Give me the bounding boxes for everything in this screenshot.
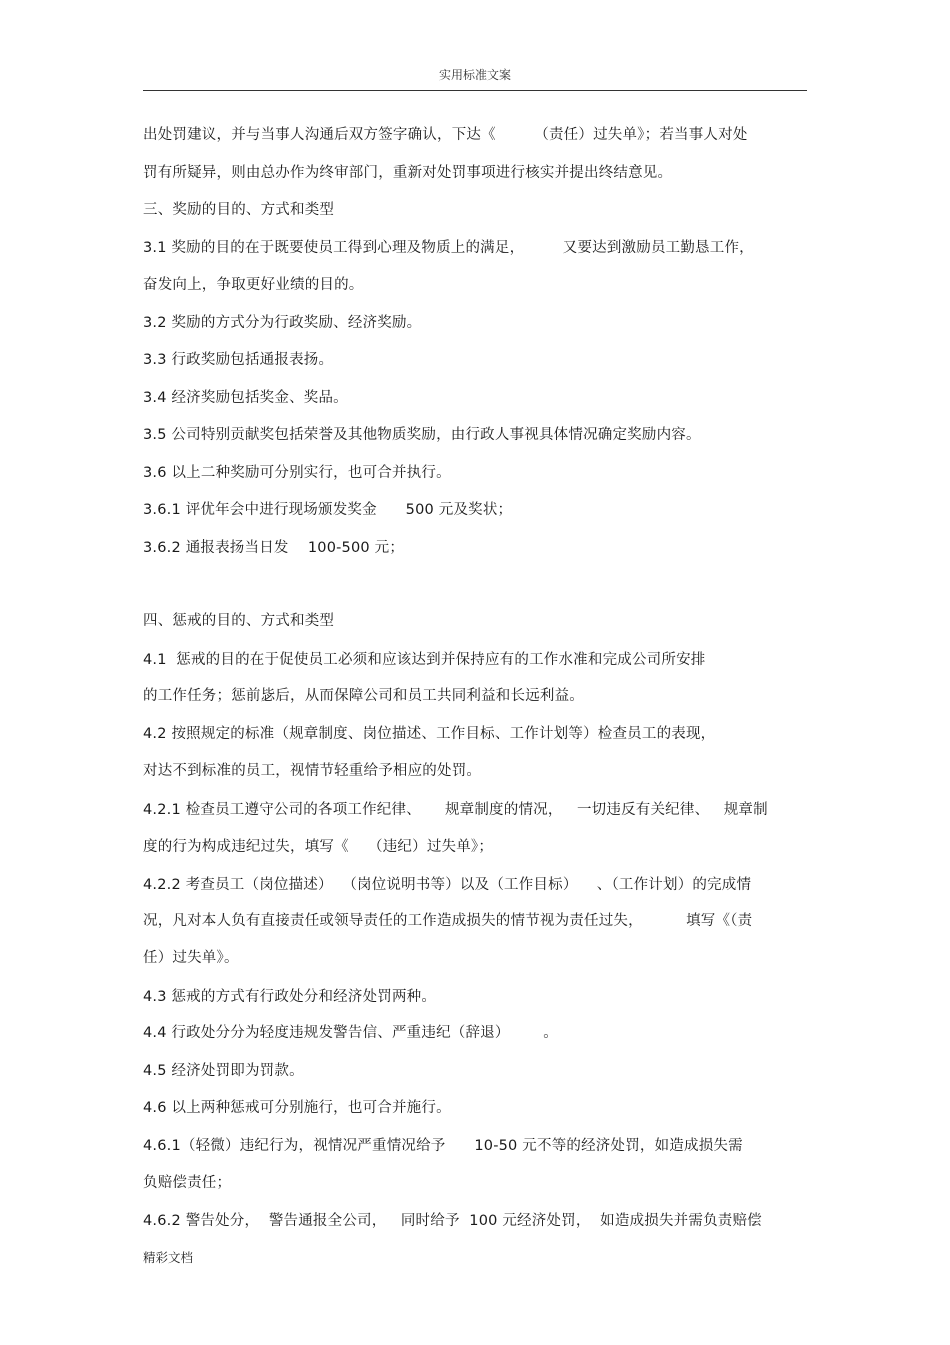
text-line: 的工作任务；惩前毖后，从而保障公司和员工共同利益和长远利益。	[143, 688, 584, 704]
text-line: 3.1 奖励的目的在于既要使员工得到心理及物质上的满足， 又要达到激励员工勤恳工作，	[143, 240, 754, 256]
text-line: 3.6 以上二种奖励可分别实行，也可合并执行。	[143, 465, 451, 481]
text-line: 出处罚建议，并与当事人沟通后双方签字确认，下达《 （责任）过失单》；若当事人对处	[143, 127, 748, 143]
text-line: 度的行为构成违纪过失，填写《 （违纪）过失单》；	[143, 839, 494, 855]
page-footer: 精彩文档	[143, 1250, 194, 1265]
page-header-title: 实用标准文案	[438, 68, 511, 82]
text-line: 4.2.2 考查员工（岗位描述） （岗位说明书等）以及（工作目标） 、（工作计划）的完成情	[143, 877, 752, 893]
text-line: 奋发向上，争取更好业绩的目的。	[143, 277, 364, 293]
text-line: 4.1 惩戒的目的在于促使员工必须和应该达到并保持应有的工作水准和完成公司所安排	[143, 652, 706, 668]
text-line: 4.6.2 警告处分， 警告通报全公司， 同时给予 100 元经济处罚， 如造成损失并需负责赔偿	[143, 1213, 762, 1229]
text-line: 4.4 行政处分分为轻度违规发警告信、严重违纪（辞退） 。	[143, 1025, 558, 1041]
text-line: 对达不到标准的员工，视情节轻重给予相应的处罚。	[143, 763, 482, 779]
text-line: 4.5 经济处罚即为罚款。	[143, 1063, 304, 1079]
text-line: 况，凡对本人负有直接责任或领导责任的工作造成损失的情节视为责任过失， 填写《（责	[143, 913, 753, 929]
text-line: 任）过失单》。	[143, 950, 239, 966]
text-line: 负赔偿责任；	[143, 1175, 232, 1191]
text-line: 3.3 行政奖励包括通报表扬。	[143, 352, 334, 368]
text-line: 3.6.1 评优年会中进行现场颁发奖金 500 元及奖状；	[143, 502, 513, 518]
text-line: 4.6 以上两种惩戒可分别施行，也可合并施行。	[143, 1100, 451, 1116]
text-line: 4.2 按照规定的标准（规章制度、岗位描述、工作目标、工作计划等）检查员工的表现，	[143, 726, 716, 742]
text-line: 4.6.1（轻微）违纪行为，视情况严重情况给予 10-50 元不等的经济处罚，如造成损失需	[143, 1138, 743, 1154]
text-line: 3.6.2 通报表扬当日发 100-500 元；	[143, 540, 405, 556]
text-line: 4.3 惩戒的方式有行政处分和经济处罚两种。	[143, 989, 437, 1005]
text-line: 4.2.1 检查员工遵守公司的各项工作纪律、 规章制度的情况， 一切违反有关纪律、 规章制	[143, 802, 768, 818]
text-line: 罚有所疑异，则由总办作为终审部门，重新对处罚事项进行核实并提出终结意见。	[143, 165, 673, 181]
section-heading: 三、奖励的目的、方式和类型	[143, 202, 335, 218]
section-heading: 四、惩戒的目的、方式和类型	[143, 613, 335, 629]
text-line: 3.5 公司特别贡献奖包括荣誉及其他物质奖励，由行政人事视具体情况确定奖励内容。	[143, 427, 701, 443]
text-line: 3.2 奖励的方式分为行政奖励、经济奖励。	[143, 315, 422, 331]
text-line: 3.4 经济奖励包括奖金、奖品。	[143, 390, 348, 406]
header-divider	[143, 90, 807, 91]
